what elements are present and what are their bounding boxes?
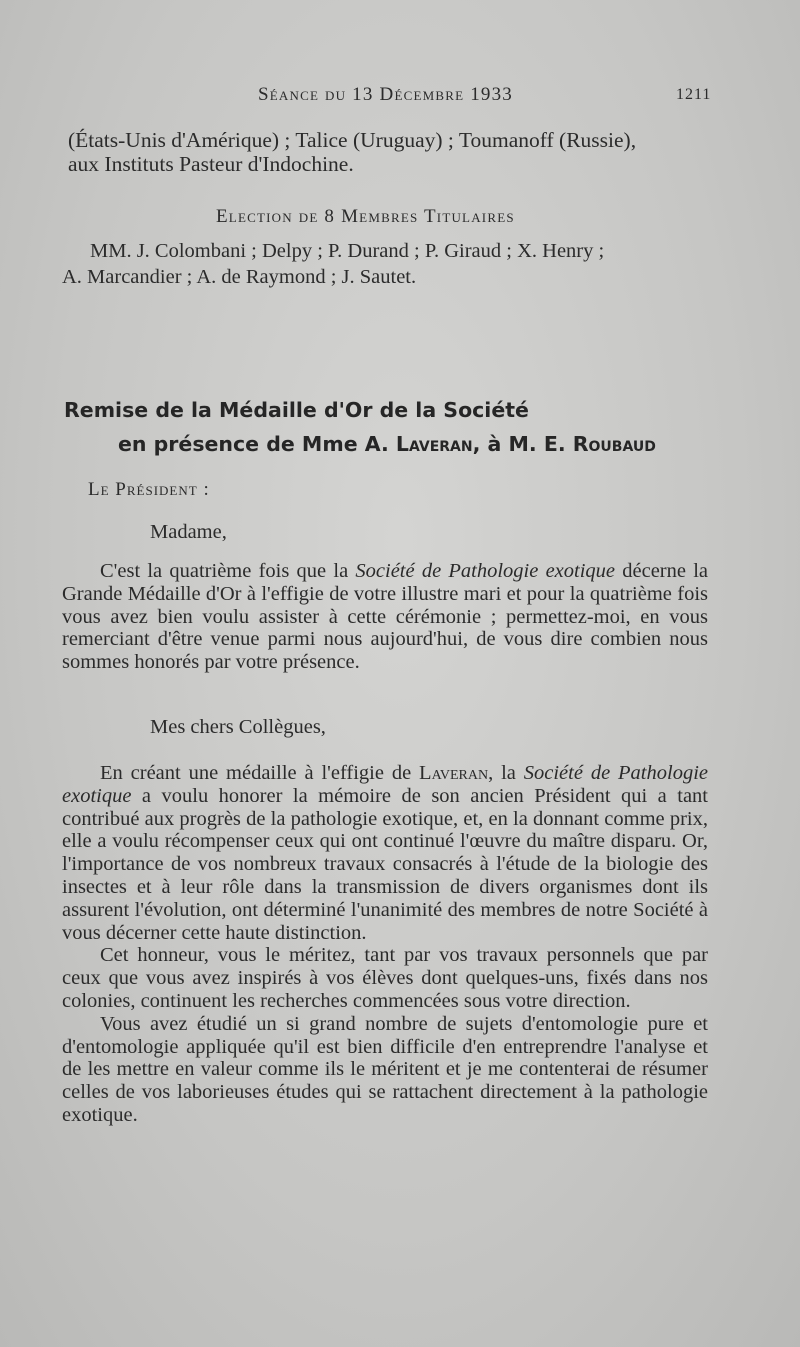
section-title	[64, 393, 656, 461]
title-part-b: , à M. E.	[472, 432, 573, 456]
para2-text-c: a voulu honorer la mémoire de son ancien Président qui a tant contribué aux progrès de la pathologie exotique, et, en la donnant comme prix, elle a voulu récompenser ceux qui ont continué l'œuvre du maître disparu. Or, l'importance de vos nombreux travaux consacrés à l'étude de la biologie des insectes et à leur rôle dans la transmission de divers organismes dont ils assurent l'évolution, ont déterminé l'unanimité des membres de notre Société à vous décerner cette haute distinction.	[62, 784, 708, 944]
section-title-line-1: Remise de la Médaille d'Or de la Société	[64, 398, 529, 422]
para2-name-laveran: Laveran	[419, 762, 489, 784]
members-line-1: MM. J. Colombani ; Delpy ; P. Durand ; P. Giraud ; X. Henry ;	[90, 240, 605, 262]
page-number: 1211	[676, 86, 712, 103]
salutation-colleagues: Mes chers Collègues,	[150, 716, 326, 738]
para2-italic: Société de Pathologie exotique	[62, 762, 708, 807]
intro-line-2: aux Instituts Pasteur d'Indochine.	[68, 152, 354, 176]
running-header	[0, 84, 800, 108]
para1-text-b: décerne la Grande Médaille d'Or à l'effigie de votre illustre mari et pour la quatrième fois vous avez bien voulu assister à cette cérémonie ; permettez-moi, en vous remerciant d'être venue parmi nous aujourd'hui, de vous dire combien nous sommes honorés par votre présence.	[62, 560, 708, 674]
title-name-laveran: Laveran	[395, 432, 473, 456]
para2-text-a: En créant une médaille à l'effigie de	[100, 762, 420, 784]
intro-line-1: (États-Unis d'Amérique) ; Talice (Uruguay) ; Toumanoff (Russie),	[68, 128, 637, 152]
paragraph-4: Vous avez étudié un si grand nombre de sujets d'entomologie pure et d'entomologie appliquée qu'il est bien difficile d'en entreprendre l'analyse et de les mettre en valeur comme ils le méritent et je me contenterai de résumer celles de vos laborieuses études qui se rattachent directement à la pathologie exotique.	[62, 1012, 708, 1126]
section-title-line-2	[64, 427, 656, 461]
para1-text-a: C'est la quatrième fois que la	[100, 560, 356, 582]
speaker-label: Le Président :	[88, 479, 210, 500]
title-part-a: en présence de Mme A.	[118, 432, 396, 456]
salutation-madame: Madame,	[150, 521, 227, 543]
para1-italic: Société de Pathologie exotique	[355, 560, 616, 582]
header-title: Séance du 13 Décembre 1933	[258, 84, 513, 105]
title-name-roubaud: Roubaud	[572, 432, 656, 456]
election-members	[62, 238, 712, 290]
paragraph-1	[62, 560, 708, 674]
para2-text-b: , la	[488, 762, 524, 784]
paragraph-2	[62, 762, 708, 1127]
paragraph-3: Cet honneur, vous le méritez, tant par vos travaux personnels que par ceux que vous avez inspirés à vos élèves dont quelques-uns, fixés dans nos colonies, continuent les recherches commencées sous votre direction.	[62, 944, 708, 1012]
election-heading: Election de 8 Membres Titulaires	[216, 206, 515, 227]
members-line-2: A. Marcandier ; A. de Raymond ; J. Sautet.	[62, 266, 417, 288]
